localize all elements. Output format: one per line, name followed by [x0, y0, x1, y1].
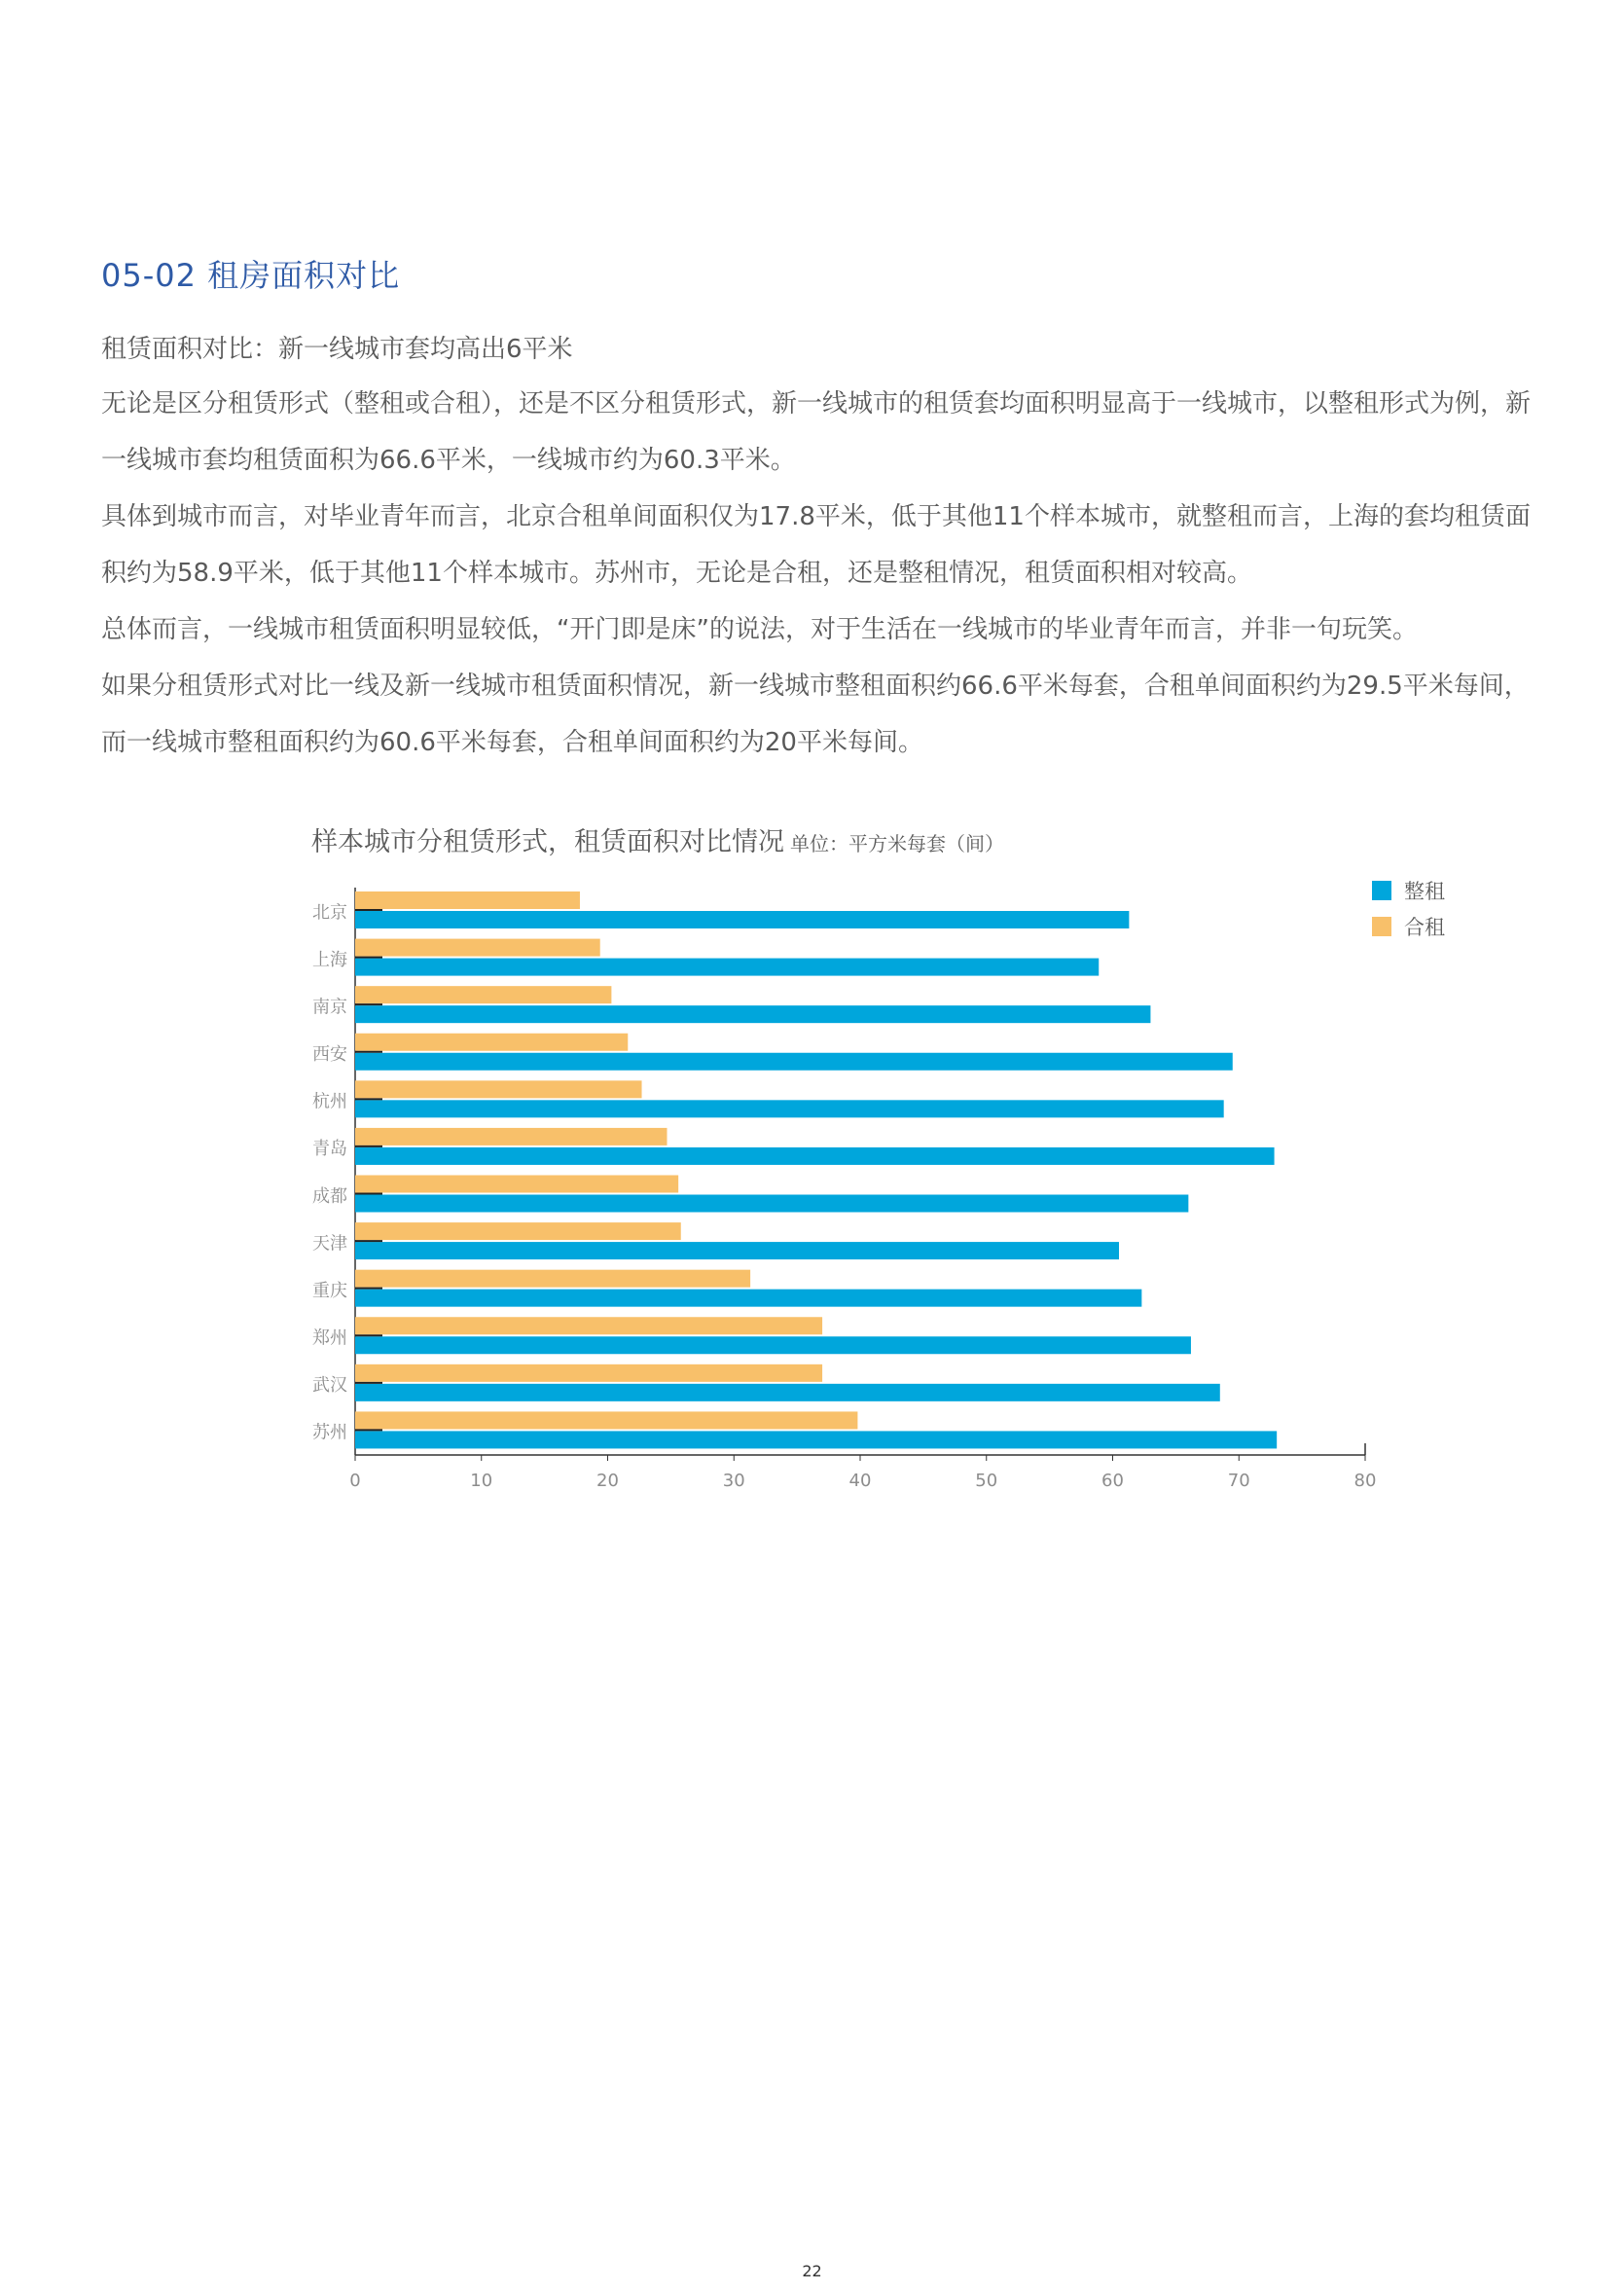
y-tick-label: 北京: [312, 902, 347, 924]
y-tick-label: 上海: [312, 949, 347, 970]
legend-swatch: [1372, 917, 1391, 936]
x-tick-label: 0: [349, 1471, 361, 1491]
paragraph: 具体到城市而言，对毕业青年而言，北京合租单间面积仅为17.8平米，低于其他11个样本城市，就整租而言，上海的套均租赁面积约为58.9平米，低于其他11个样本城市。苏州市，无论是合租，还是整租情况，租赁面积相对较高。: [101, 502, 1531, 588]
bar-zhengzu: [355, 1290, 1141, 1307]
bar-zhengzu: [355, 1005, 1150, 1023]
bar-zhengzu: [355, 959, 1099, 976]
bar-chart-svg: [292, 813, 1498, 1523]
bar-hezu: [355, 1411, 857, 1429]
y-tick-label: 南京: [312, 997, 347, 1018]
x-tick-label: 40: [848, 1471, 872, 1491]
paragraph: 如果分租赁形式对比一线及新一线城市租赁面积情况，新一线城市整租面积约66.6平米每套，合租单间面积约为29.5平米每间，而一线城市整租面积约为60.6平米每套，合租单间面积约为20平米每间。: [101, 672, 1530, 757]
bar-zhengzu: [355, 1336, 1191, 1354]
chart-title-line: [311, 820, 1004, 858]
bar-hezu: [355, 1364, 822, 1382]
bar-zhengzu: [355, 1242, 1119, 1259]
bar-hezu: [355, 1176, 678, 1193]
x-tick-label: 20: [596, 1471, 619, 1491]
y-tick-label: 成都: [312, 1185, 347, 1207]
x-tick-label: 50: [975, 1471, 998, 1491]
legend-swatch: [1372, 881, 1391, 900]
bar-zhengzu: [355, 1431, 1277, 1448]
legend-label: 合租: [1404, 916, 1445, 939]
x-tick-label: 80: [1353, 1471, 1377, 1491]
chart: [292, 813, 1498, 1523]
y-tick-label: 武汉: [312, 1375, 347, 1397]
bar-hezu: [355, 1080, 642, 1098]
y-tick-label: 重庆: [312, 1280, 347, 1301]
y-tick-label: 杭州: [312, 1091, 347, 1112]
bar-hezu: [355, 1128, 667, 1146]
subtitle: 租赁面积对比：新一线城市套均高出6平米: [101, 335, 573, 364]
bar-zhengzu: [355, 1100, 1224, 1117]
body-text: [101, 376, 1532, 771]
bar-hezu: [355, 986, 611, 1003]
paragraph: 总体而言，一线城市租赁面积明显较低，“开门即是床”的说法，对于生活在一线城市的毕业青年而言，并非一句玩笑。: [101, 615, 1418, 644]
bar-zhengzu: [355, 1147, 1275, 1165]
section-title: 05-02 租房面积对比: [101, 257, 401, 294]
y-tick-label: 西安: [312, 1044, 347, 1066]
bar-zhengzu: [355, 1195, 1188, 1213]
bar-zhengzu: [355, 911, 1129, 928]
chart-title: 样本城市分租赁形式，租赁面积对比情况: [311, 827, 784, 857]
x-tick-label: 60: [1101, 1471, 1124, 1491]
y-tick-label: 天津: [312, 1233, 347, 1255]
paragraph: 无论是区分租赁形式（整租或合租），还是不区分租赁形式，新一线城市的租赁套均面积明显高于一线城市，以整租形式为例，新一线城市套均租赁面积为66.6平米，一线城市约为60.3平米。: [101, 389, 1532, 475]
bar-hezu: [355, 891, 580, 909]
bar-zhengzu: [355, 1053, 1233, 1071]
y-tick-label: 苏州: [312, 1422, 347, 1443]
bar-hezu: [355, 1034, 628, 1051]
y-tick-label: 青岛: [312, 1139, 347, 1160]
y-tick-label: 郑州: [312, 1327, 347, 1349]
x-tick-label: 70: [1227, 1471, 1250, 1491]
page-number: 22: [802, 2262, 822, 2280]
chart-unit: 单位：平方米每套（间）: [790, 832, 1004, 855]
x-tick-label: 10: [470, 1471, 493, 1491]
bar-zhengzu: [355, 1384, 1220, 1401]
x-tick-label: 30: [722, 1471, 745, 1491]
bar-hezu: [355, 1317, 822, 1334]
bar-hezu: [355, 1270, 750, 1288]
bar-hezu: [355, 1222, 681, 1240]
bar-hezu: [355, 939, 600, 957]
legend-label: 整租: [1404, 880, 1445, 903]
